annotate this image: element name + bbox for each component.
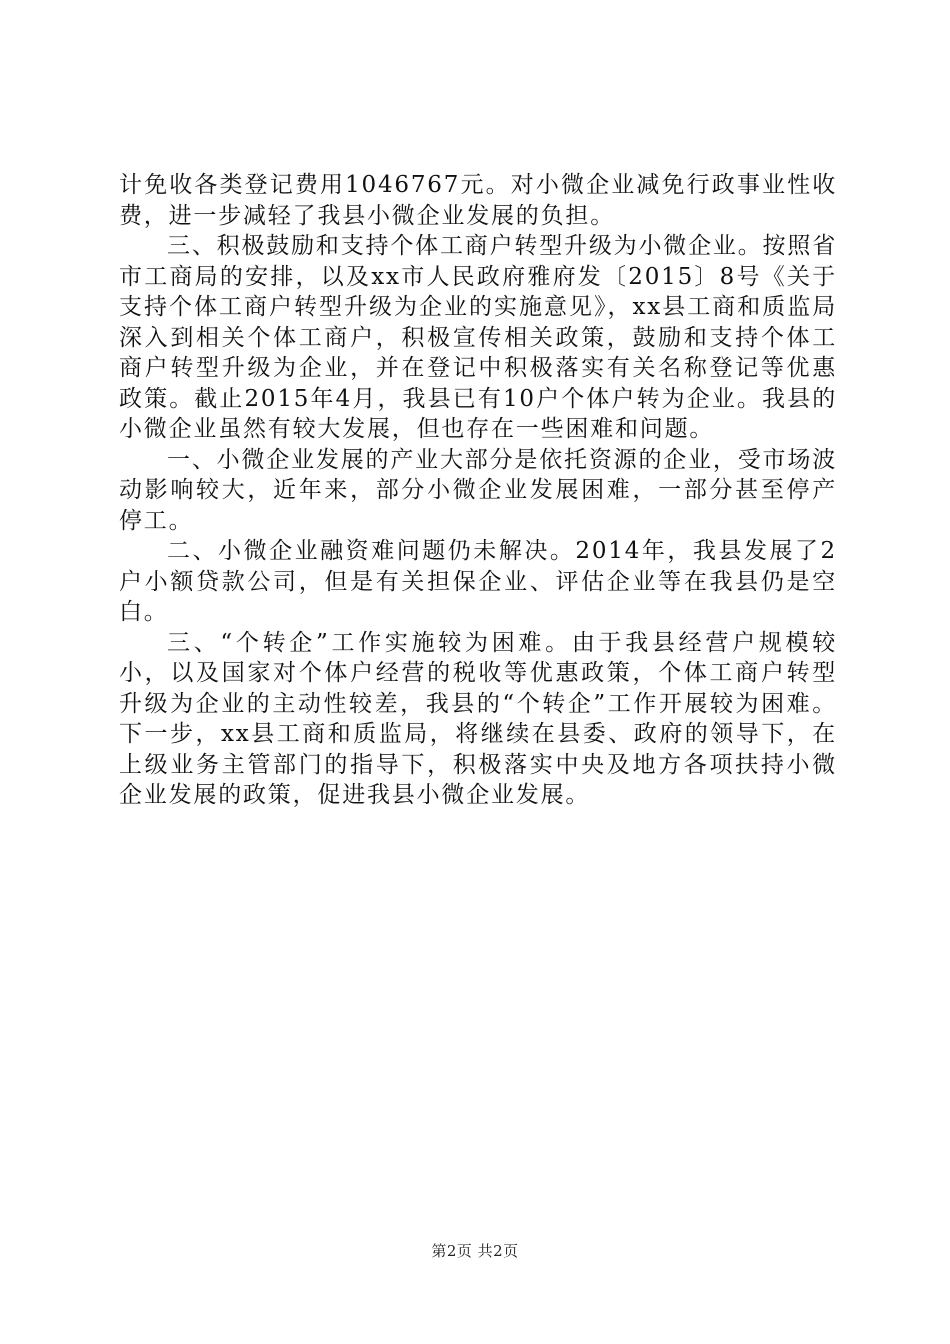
paragraph-problem-conversion: 三、“个转企”工作实施较为困难。由于我县经营户规模较小，以及国家对个体户经营的税收等优惠政策，个体工商户转型升级为企业的主动性较差，我县的“个转企”工作开展较为困难。下一步，xx县工商和质监局，将继续在县委、政府的领导下，在上级业务主管部门的指导下，积极落实中央及地方各项扶持小微企业发展的政策，促进我县小微企业发展。	[119, 629, 837, 808]
paragraph-fee-reduction: 计免收各类登记费用1046767元。对小微企业减免行政事业性收费，进一步减轻了我县小微企业发展的负担。	[119, 172, 837, 229]
document-body	[119, 170, 837, 811]
paragraph-problem-resource-dependence: 一、小微企业发展的产业大部分是依托资源的企业，受市场波动影响较大，近年来，部分小微企业发展困难，一部分甚至停产停工。	[119, 446, 837, 534]
paragraph-transformation-support: 三、积极鼓励和支持个体工商户转型升级为小微企业。按照省市工商局的安排，以及xx市人民政府雅府发〔2015〕8号《关于支持个体工商户转型升级为企业的实施意见》，xx县工商和质监局深入到相关个体工商户，积极宣传相关政策，鼓励和支持个体工商户转型升级为企业，并在登记中积极落实有关名称登记等优惠政策。截止2015年4月，我县已有10户个体户转为企业。我县的小微企业虽然有较大发展，但也存在一些困难和问题。	[119, 233, 837, 442]
page-number-footer: 第2页 共2页	[431, 1242, 519, 1260]
paragraph-problem-financing: 二、小微企业融资难问题仍未解决。2014年，我县发展了2户小额贷款公司，但是有关担保企业、评估企业等在我县仍是空白。	[119, 538, 837, 625]
